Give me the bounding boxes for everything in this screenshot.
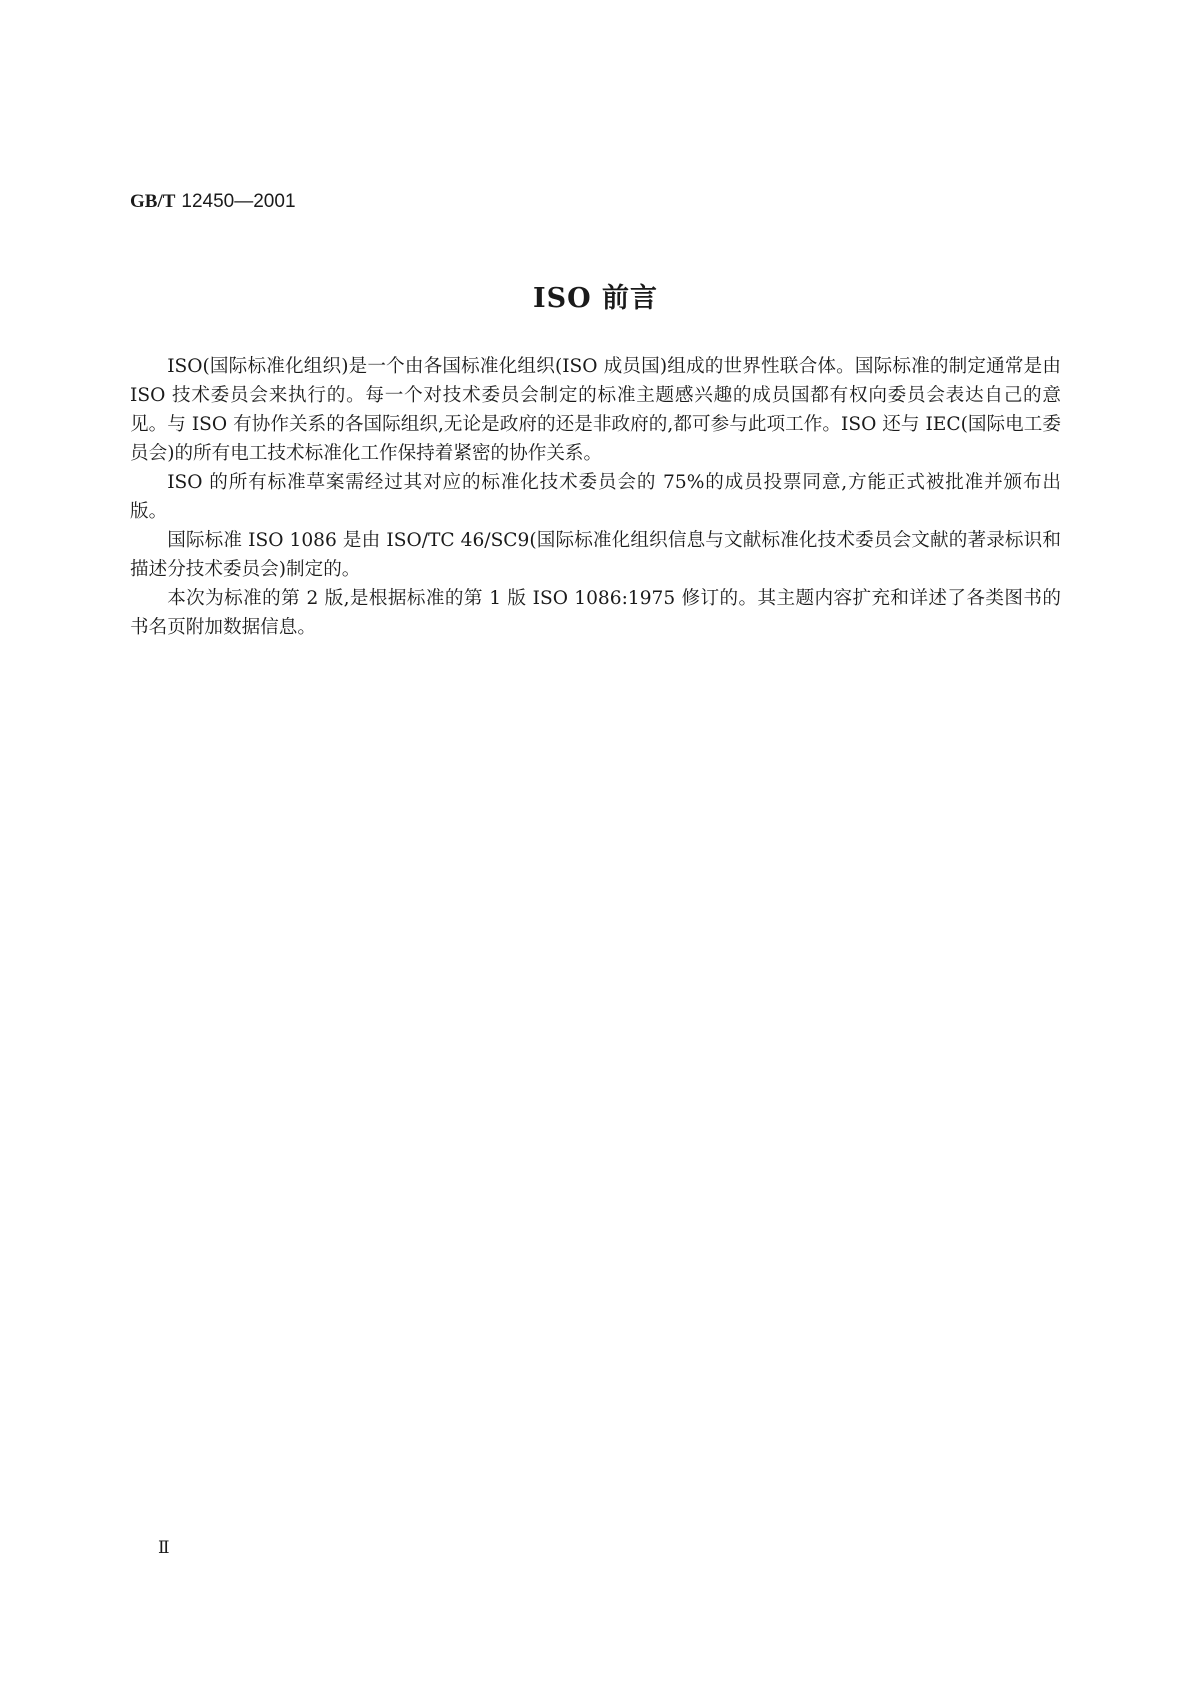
paragraph: ISO(国际标准化组织)是一个由各国标准化组织(ISO 成员国)组成的世界性联合体。国际标准的制定通常是由 ISO 技术委员会来执行的。每一个对技术委员会制定的标准主题感兴趣的成员国都有权向委员会表达自己的意见。与 ISO 有协作关系的各国际组织,无论是政府的还是非政府的,都可参与此项工作。ISO 还与 IEC(国际电工委员会)的所有电工技术标准化工作保持着紧密的协作关系。 [130,356,1061,464]
paragraph: ISO 的所有标准草案需经过其对应的标准化技术委员会的 75%的成员投票同意,方能正式被批准并颁布出版。 [130,472,1061,522]
page-title: ISO 前言 [532,283,659,314]
body-text [130,352,1061,642]
paragraph: 国际标准 ISO 1086 是由 ISO/TC 46/SC9(国际标准化组织信息与文献标准化技术委员会文献的著录标识和描述分技术委员会)制定的。 [130,530,1061,580]
standard-prefix: GB/T [130,191,176,212]
standard-number: 12450—2001 [181,191,296,212]
standard-code [130,189,296,214]
page-number: Ⅱ [158,1538,170,1557]
paragraph: 本次为标准的第 2 版,是根据标准的第 1 版 ISO 1086:1975 修订的。其主题内容扩充和详述了各类图书的书名页附加数据信息。 [130,588,1061,638]
